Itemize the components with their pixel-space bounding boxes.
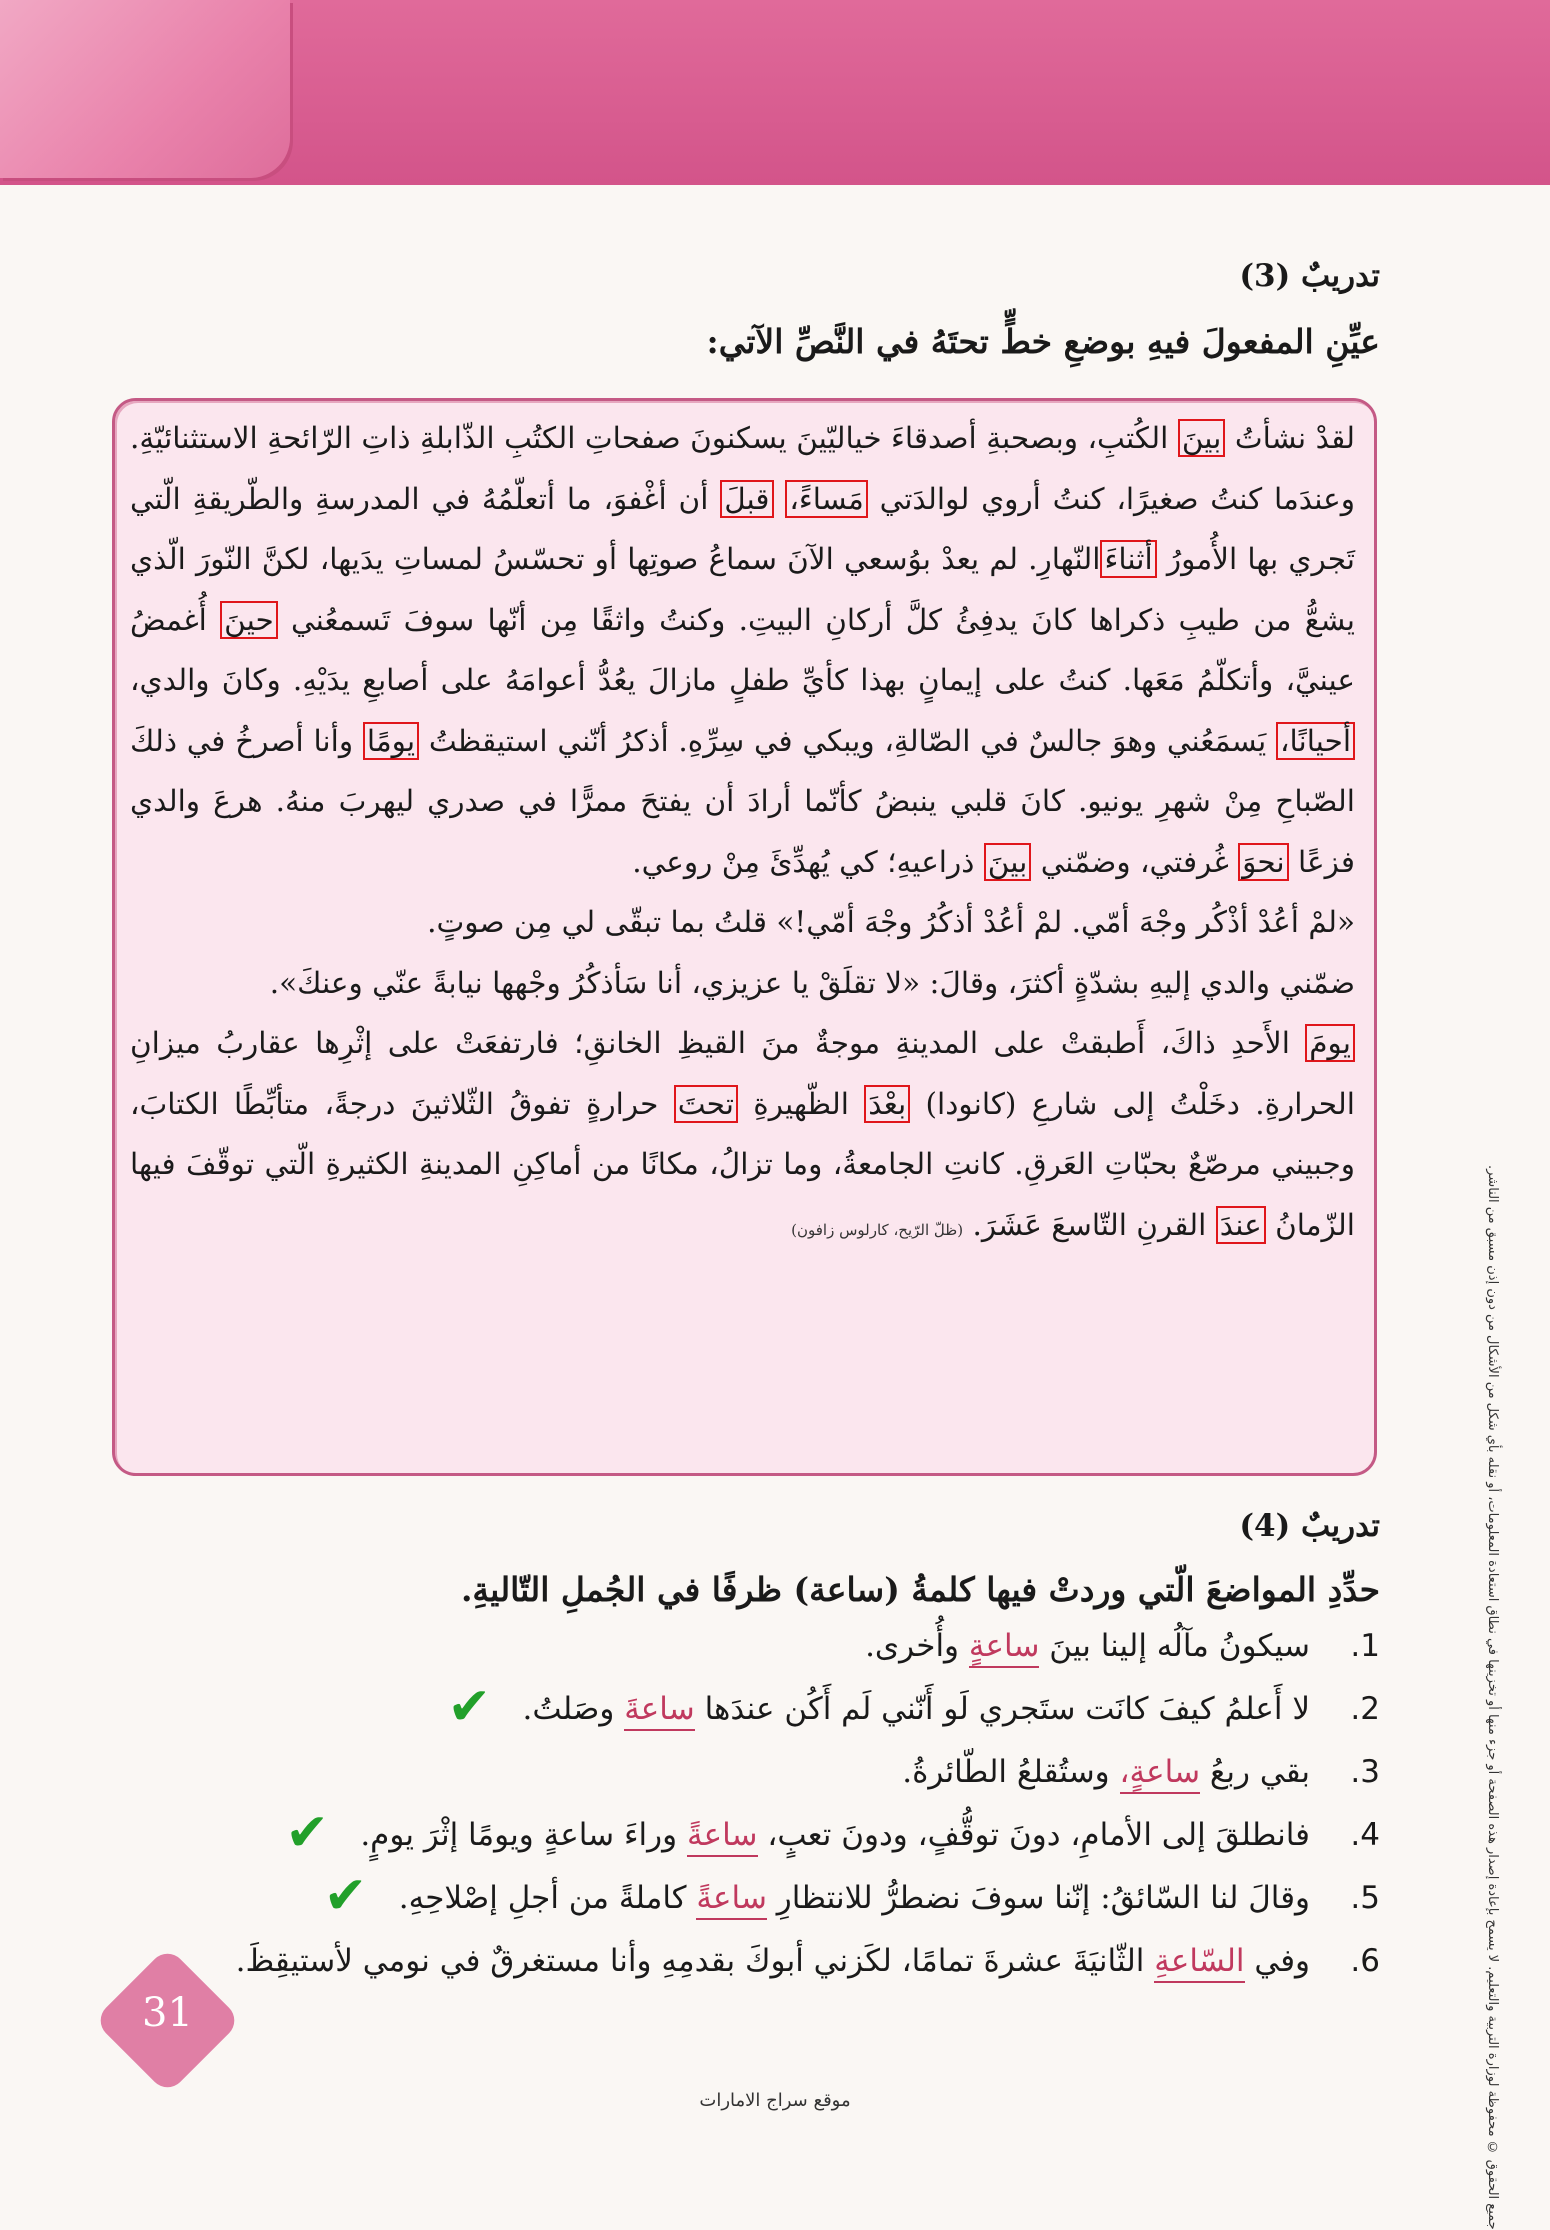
passage-segment: يَسمَعُني وهوَ جالسٌ في الصّالةِ، ويبكي في سِرِّهِ. أذكرُ أنّني استيقظتُ bbox=[419, 723, 1276, 758]
passage-segment: الظّهيرةِ bbox=[737, 1086, 865, 1121]
highlighted-adverb: أحيانًا، bbox=[1276, 722, 1355, 760]
highlighted-adverb: قبلَ bbox=[720, 480, 773, 518]
passage-paragraph-3: ضمّني والدي إليهِ بشدّةٍ أكثرَ، وقالَ: «لا تقلَقْ يا عزيزي، أنا سَأذكُرُ وجْهها نيابةً عنّي وعنكَ». bbox=[269, 965, 1355, 1000]
highlighted-adverb: بينَ bbox=[984, 843, 1032, 881]
exercise4-item bbox=[280, 1691, 1380, 1751]
highlighted-adverb: بعْدَ bbox=[864, 1085, 910, 1123]
item-keyword: ساعةٍ، bbox=[1120, 1754, 1201, 1794]
item-text: بقي ربعُ bbox=[1200, 1754, 1310, 1790]
exercise4-item bbox=[280, 1817, 1380, 1877]
passage-segment: أن أغْفوَ، ما أتعلّمُهُ في المدرسةِ والطّريقةِ الّتي تَجري بها الأُمورُ bbox=[130, 481, 1356, 576]
checkmark-icon: ✔ bbox=[323, 1866, 368, 1926]
item-number: 2. bbox=[1350, 1691, 1380, 1727]
item-number: 5. bbox=[1350, 1880, 1380, 1916]
item-keyword: ساعةً bbox=[696, 1880, 767, 1920]
item-text: وفي bbox=[1244, 1943, 1310, 1979]
item-keyword: السّاعةِ bbox=[1154, 1943, 1244, 1983]
exercise4-item bbox=[280, 1880, 1380, 1940]
copyright-note: جميع الحقوق © محفوظة لوزارة التربية والتعليم. لا يسمح بإعادة إصدار هذه الصفحة أو جزء منها أو تخزينها في نطاق استعادة المعلومات، أو نقله بأي شكل من الأشكال من دون إذن مسبق من الناشر. bbox=[1485, 1165, 1500, 2230]
passage-segment: أُغمضُ عينيَّ، وأتكلّمُ مَعَها. كنتُ على إيمانٍ بهذا كأيِّ طفلٍ مازالَ يعُدُّ أعوامَهُ على أصابعِ يدَيْهِ. وكانَ والدي، bbox=[130, 602, 1355, 697]
highlighted-adverb: حينَ bbox=[220, 601, 278, 639]
highlighted-adverb: يومَ bbox=[1305, 1024, 1355, 1062]
highlighted-adverb: نحوَ bbox=[1238, 843, 1289, 881]
exercise4-item bbox=[280, 1628, 1380, 1688]
page-number: 31 bbox=[142, 1990, 193, 2036]
item-keyword: ساعةٍ bbox=[969, 1628, 1040, 1668]
item-keyword: ساعةً bbox=[687, 1817, 758, 1857]
item-text: كاملةً من أجلِ إصْلاحِهِ. bbox=[398, 1880, 697, 1916]
item-text: وستُقلعُ الطّائرةُ. bbox=[902, 1754, 1120, 1790]
item-text: وصَلتُ. bbox=[522, 1691, 625, 1727]
checkmark-icon: ✔ bbox=[447, 1677, 492, 1737]
highlighted-adverb: يومًا bbox=[363, 722, 419, 760]
exercise4-item bbox=[280, 1754, 1380, 1814]
item-text: لا أَعلمُ كيفَ كانَت ستَجري لَو أَنّني لَم أَكُن عندَها bbox=[694, 1691, 1310, 1727]
passage-text bbox=[130, 408, 1355, 1260]
passage-paragraph-4 bbox=[130, 1013, 1355, 1260]
item-number: 3. bbox=[1350, 1754, 1380, 1790]
highlighted-adverb: عندَ bbox=[1216, 1206, 1266, 1244]
item-text: وقالَ لنا السّائقُ: إنّنا سوفَ نضطرُّ للانتظارِ bbox=[766, 1880, 1310, 1916]
highlighted-adverb: أثناءَ bbox=[1100, 540, 1156, 578]
item-keyword: ساعةَ bbox=[624, 1691, 695, 1731]
item-text: سيكونُ مآلُه إلينا بينَ bbox=[1039, 1628, 1310, 1664]
passage-paragraph-2: «لمْ أعُدْ أذْكُر وجْهَ أمّي. لمْ أعُدْ أذكُرُ وجْهَ أمّي!» قلتُ بما تبقّى لي مِن صوتٍ. bbox=[427, 905, 1355, 939]
passage-segment: الأَحدِ ذاكَ، أَطبقتْ على المدينةِ موجةٌ منَ القيظِ الخانقِ؛ فارتفعَتْ على إثْرِها عقاربُ ميزانِ الحرارةِ. دخَلْتُ إلى شارعِ (كانودا) bbox=[130, 1026, 1355, 1121]
item-text: فانطلقَ إلى الأمامِ، دونَ توقُّفٍ، ودونَ تعبٍ، bbox=[757, 1817, 1310, 1853]
passage-paragraph-1 bbox=[130, 408, 1355, 892]
passage-segment: لقدْ نشأتُ bbox=[1225, 421, 1356, 455]
exercise3-instruction: عيِّنِ المفعولَ فيهِ بوضعِ خطٍّ تحتَهُ في النَّصِّ الآتي: bbox=[706, 322, 1380, 361]
checkmark-icon: ✔ bbox=[285, 1803, 329, 1863]
highlighted-adverb: بينَ bbox=[1178, 419, 1226, 457]
exercise4-instruction: حدِّدِ المواضعَ الّتي وردتْ فيها كلمةُ (ساعة) ظرفًا في الجُملِ التّاليةِ. bbox=[460, 1570, 1380, 1609]
passage-segment bbox=[774, 482, 786, 516]
item-text: وراءَ ساعةٍ ويومًا إثْرَ يومٍ. bbox=[360, 1817, 687, 1853]
passage-segment: القرنِ التّاسعَ عَشَرَ. bbox=[963, 1207, 1216, 1242]
passage-segment: غُرفتي، وضمّني bbox=[1031, 844, 1239, 879]
exercise4-item bbox=[235, 1943, 1380, 2003]
passage-segment: حرارةٍ تفوقُ الثّلاثينَ درجةً، متأبِّطًا الكتابَ، وجبيني مرصّعٌ بحبّاتِ العَرقِ. كانتِ الجامعةُ، وما تزالُ، مكانًا من أماكِنِ المدينةِ الكثيرةِ الّتي توقّفَ فيها الزّمانُ bbox=[130, 1086, 1355, 1242]
item-text: الثّانيَةَ عشرةَ تمامًا، لكَزني أبوكَ بقدمِهِ وأنا مستغرقٌ في نومي لأستيقِظَ. bbox=[235, 1943, 1155, 1979]
exercise3-title: تدريبٌ (3) bbox=[1239, 258, 1380, 294]
highlighted-adverb: مَساءً، bbox=[785, 480, 868, 518]
passage-segment: النّهارِ. لم يعدْ بوُسعي الآنَ سماعُ صوتِها أو تحسّسُ لمساتِ يدَيها، لكنَّ النّورَ الّذي يشعُّ من طيبِ ذكراها كانَ يدفِئُ كلَّ أركانِ البيتِ. وكنتُ واثقًا مِن أنّها سوفَ تَسمعُني bbox=[130, 542, 1355, 637]
item-number: 4. bbox=[1350, 1817, 1380, 1853]
passage-citation: (ظلّ الرّيح، كارلوس زافون) bbox=[791, 1220, 964, 1239]
item-text: وأُخرى. bbox=[865, 1628, 969, 1664]
header-tab bbox=[0, 0, 290, 178]
footer-site-name: موقع سراج الامارات bbox=[699, 2090, 851, 2111]
item-number: 6. bbox=[1350, 1943, 1380, 1979]
passage-segment: ذراعيهِ؛ كي يُهدِّئَ مِنْ روعي. bbox=[632, 844, 984, 879]
passage-segment: الكُتبِ، وبصحبةِ أصدقاءَ خياليّينَ يسكنونَ صفحاتِ الكتُبِ الذّابلةِ ذاتِ الرّائحةِ الاستثنائيّةِ. وعندَما كنتُ صغيرًا، كنتُ أروي لوالدَتي bbox=[130, 421, 1355, 516]
passage-segment: وأنا أصرخُ في ذلكَ الصّباحِ مِنْ شهرِ يونيو. كانَ قلبي ينبضُ كأنّما أرادَ أن يفتحَ ممرًّا في صدري ليهربَ منهُ. هرعَ والدي فزعًا bbox=[130, 723, 1355, 879]
item-number: 1. bbox=[1350, 1628, 1380, 1664]
exercise4-title: تدريبٌ (4) bbox=[1239, 1508, 1380, 1544]
highlighted-adverb: تحتَ bbox=[674, 1085, 738, 1123]
